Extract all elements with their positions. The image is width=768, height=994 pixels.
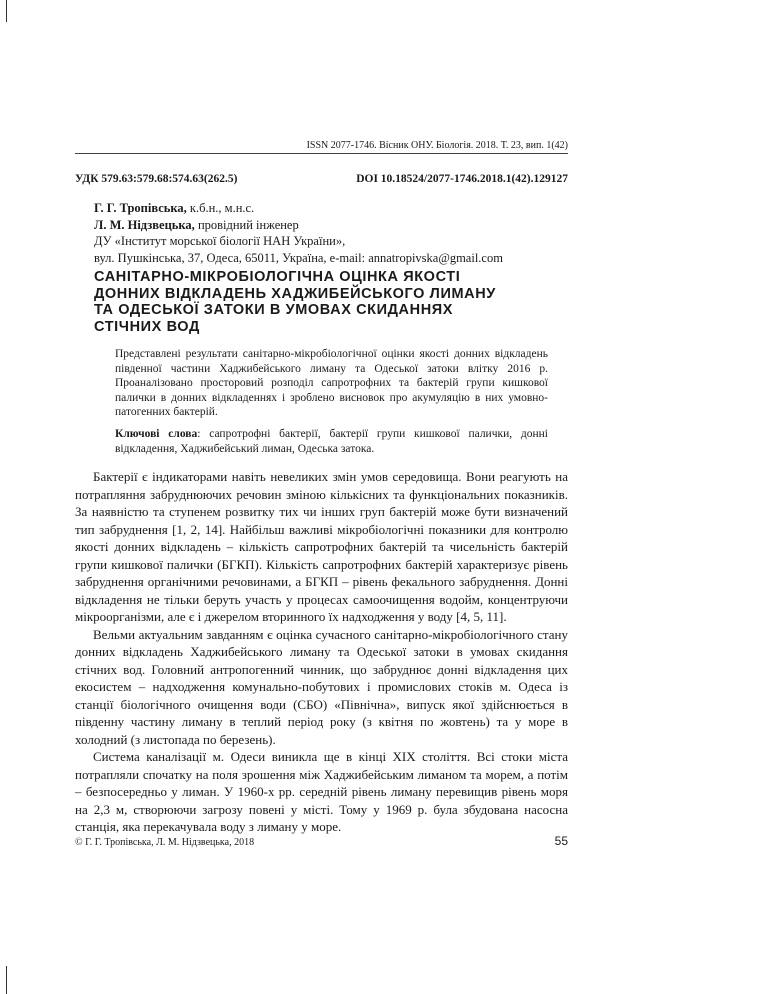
title-line: ТА ОДЕСЬКОЇ ЗАТОКИ В УМОВАХ СКИДАННЯХ (94, 302, 454, 318)
body-paragraph: Вельми актуальним завданням є оцінка сучасного санітарно-мікробіологічного стану донних відкладень Хаджибейського лиману та Одеської затоки в умовах скидання стічних вод. Головний антропогенний чинник, що забруднює донні відкладення цих екосистем – надходження комунально-побутових і промислових стоків м. Одеса із станції біологічного очищення води (СБО) «Північна», випуск якої здійснюється в південну частину лиману в теплий період року (з квітня по жовтень) та у море в холодний (з листопада по березень). (75, 626, 568, 747)
body-paragraph: Бактерії є індикаторами навіть невеликих змін умов середовища. Вони реагують на потрапляння забруднюючих речовин зміною кількісних та функціональних показників. За наявністю та ступенем розвитку тих чи інших груп бактерій може бути визначений тип забруднення [1, 2, 14]. Найбільш важливі мікробіологічні показники для контролю якості донних відкладень – кількість сапротрофних бактерій та чисельність бактерій групи кишкової палички (БГКП). Кількість сапротрофних бактерій характеризує рівень забруднення органічними речовинами, а БГКП – рівень фекального забруднення. Донні відкладення не тільки беруть участь у процесах самоочищення водойм, концентруючи мікроорганізми, але є і джерелом вторинного їх надходження у воду [4, 5, 11]. (75, 469, 568, 624)
page-number: 55 (554, 834, 568, 848)
keywords-label: Ключові слова (115, 428, 198, 440)
author-2-name: Л. М. Нідзвецька, (94, 217, 195, 232)
body-paragraph: Система каналізації м. Одеси виникла ще в кінці XIX століття. Всі стоки міста потрапляли спочатку на поля зрошення між Хаджибейським лиманом та морем, а потім – безпосередньо у лиман. У 1960-х рр. середній рівень лиману перевищив рівень моря на 2,3 м, створюючи загрозу повені у місті. Тому у 1969 р. була збудована насосна станція, яка перекачувала воду з лиману у море. (75, 749, 568, 834)
udc-code: УДК 579.63:579.68:574.63(262.5) (75, 173, 238, 185)
journal-info: ISSN 2077-1746. Вісник ОНУ. Біологія. 2018. Т. 23, вип. 1(42) (306, 140, 568, 151)
article-title (94, 269, 554, 335)
keywords-text: : сапротрофні бактерії, бактерії групи кишкової палички, донні відкладення, Хаджибейський лиман, Одеська затока. (115, 428, 548, 455)
author-1-role: к.б.н., м.н.с. (186, 201, 255, 215)
title-line: СТІЧНИХ ВОД (94, 318, 200, 335)
crop-mark-bottom (6, 966, 7, 994)
crop-mark-top (6, 0, 7, 22)
abstract: Представлені результати санітарно-мікробіологічної оцінки якості донних відкладень південної частини Хаджибейського лиману та Одеської затоки влітку 2016 р. Проаналізовано просторовий розподіл сапротрофних та бактерій групи кишкової палички в донних відкладеннях і зроблено висновок про акумуляцію в них умовно-патогенних бактерій. (115, 348, 548, 418)
affiliation: ДУ «Інститут морської біології НАН України», (94, 234, 346, 248)
header-rule (75, 153, 568, 154)
author-2-role: провідний інженер (194, 217, 299, 232)
title-line: ДОННИХ ВІДКЛАДЕНЬ ХАДЖИБЕЙСЬКОГО ЛИМАНУ (94, 285, 496, 302)
title-line: САНІТАРНО-МІКРОБІОЛОГІЧНА ОЦІНКА ЯКОСТІ (94, 269, 461, 285)
doi: DOI 10.18524/2077-1746.2018.1(42).129127 (356, 173, 568, 185)
keywords (115, 427, 548, 456)
authors-block (94, 200, 574, 266)
author-2 (94, 217, 574, 234)
body-text (75, 468, 568, 836)
author-1 (94, 200, 574, 217)
copyright: © Г. Г. Тропівська, Л. М. Нідзвецька, 2018 (75, 837, 255, 848)
author-1-name: Г. Г. Тропівська, (94, 201, 187, 215)
address: вул. Пушкінська, 37, Одеса, 65011, Україна, e-mail: annatropivska@gmail.com (94, 250, 503, 265)
